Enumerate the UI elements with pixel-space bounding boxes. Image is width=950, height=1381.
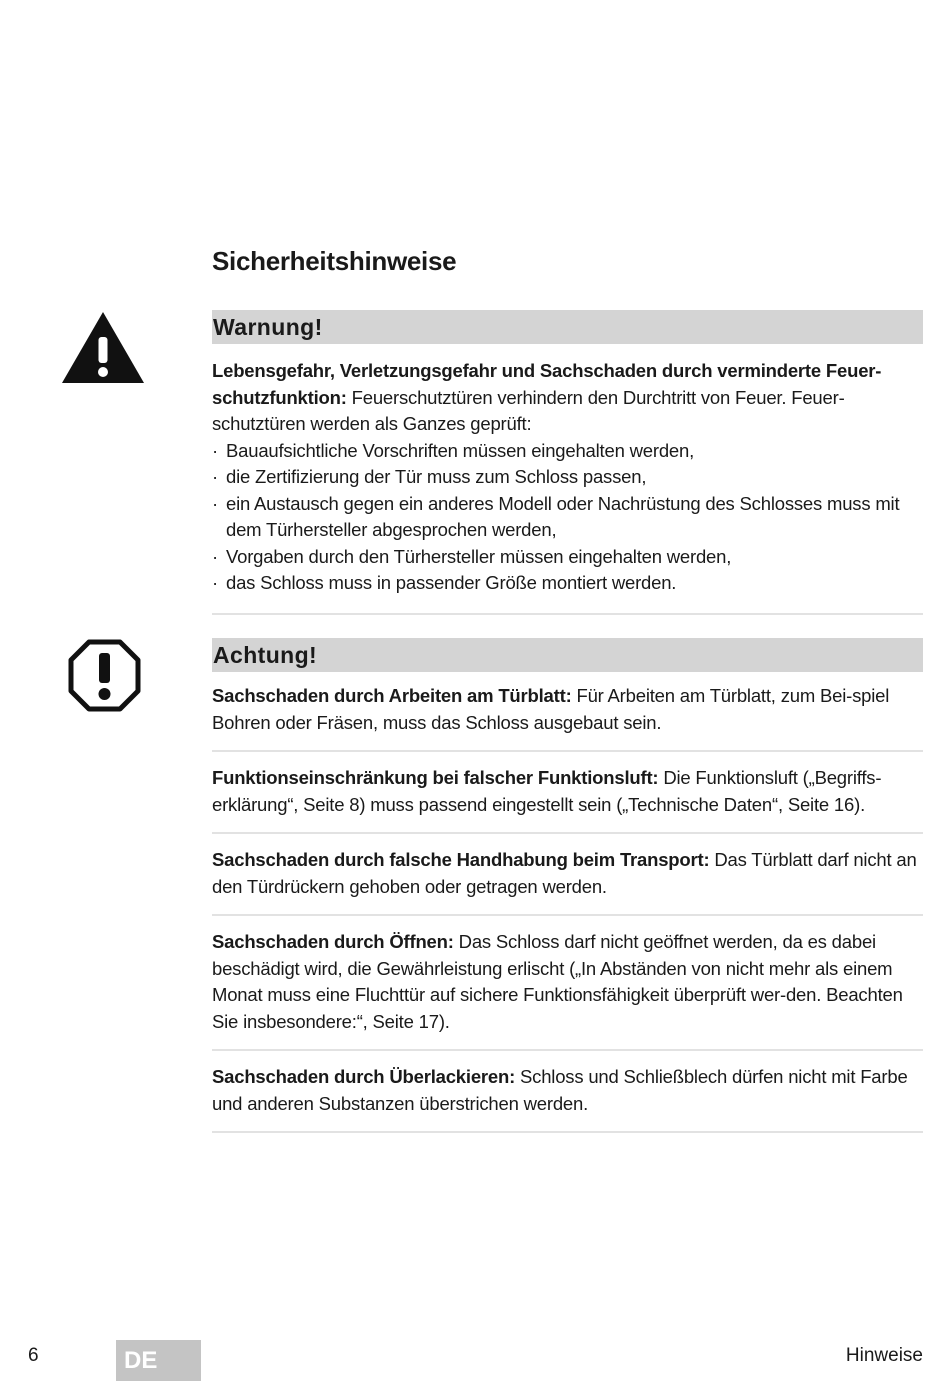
octagon-exclamation-icon <box>67 638 142 718</box>
caution-text: Das Türblatt darf nicht an den Türdrückern gehoben oder getragen werden. <box>212 849 917 897</box>
caution-paragraph <box>212 683 923 736</box>
caution-lead: Sachschaden durch Arbeiten am Türblatt: <box>212 685 572 706</box>
bullet-text: ein Austausch gegen ein anderes Modell oder Nachrüstung des Schlosses muss mit dem Türhersteller abgesprochen werden, <box>226 492 900 540</box>
page-number: 6 <box>28 1345 39 1366</box>
bullet-dot: · <box>212 572 218 593</box>
bullet-text: das Schloss muss in passender Größe montiert werden. <box>226 572 677 593</box>
warning-lead: Lebensgefahr, Verletzungsgefahr und Sachschaden durch verminderte Feuer-schutzfunktion: <box>212 360 882 408</box>
bullet-text: Bauaufsichtliche Vorschriften müssen eingehalten werden, <box>226 439 695 461</box>
caution-lead: Funktionseinschränkung bei falscher Funktionsluft: <box>212 767 659 788</box>
caution-items <box>212 672 923 1133</box>
bullet-dot: · <box>212 492 218 514</box>
caution-lead: Sachschaden durch falsche Handhabung beim Transport: <box>212 849 710 870</box>
warning-paragraph <box>212 358 917 438</box>
warning-triangle-icon <box>60 310 146 390</box>
caution-paragraph <box>212 929 923 1035</box>
caution-paragraph <box>212 847 923 900</box>
caution-header: Achtung! <box>212 638 923 672</box>
caution-item <box>212 834 923 916</box>
divider <box>212 1131 923 1133</box>
page-title: Sicherheitshinweise <box>212 246 457 276</box>
bullet-text: die Zertifizierung der Tür muss zum Schloss passen, <box>226 466 647 487</box>
caution-text: Schloss und Schließblech dürfen nicht mit Farbe und anderen Substanzen überstrichen werden. <box>212 1066 908 1114</box>
warning-bullet-item <box>212 438 923 465</box>
warning-bullet-item <box>212 464 923 491</box>
bullet-dot: · <box>212 545 218 567</box>
warning-bullet-item <box>212 491 923 544</box>
caution-paragraph <box>212 1064 923 1117</box>
caution-section <box>212 638 923 1133</box>
warning-section <box>212 310 923 615</box>
caution-item <box>212 752 923 834</box>
warning-bullet-item <box>212 570 923 597</box>
caution-text: Die Funktionsluft („Begriffs-erklärung“, Seite 8) muss passend eingestellt sein („Technische Daten“, Seite 16). <box>212 767 882 815</box>
bullet-dot: · <box>212 466 218 487</box>
caution-text: Für Arbeiten am Türblatt, zum Bei-spiel Bohren oder Fräsen, muss das Schloss ausgebaut sein. <box>212 685 890 733</box>
caution-item <box>212 916 923 1051</box>
divider <box>212 613 923 615</box>
caution-item <box>212 1051 923 1133</box>
warning-bullet-item <box>212 544 923 571</box>
bullet-dot: · <box>212 439 218 461</box>
caution-lead: Sachschaden durch Überlackieren: <box>212 1066 516 1087</box>
bullet-text: Vorgaben durch den Türhersteller müssen eingehalten werden, <box>226 545 732 567</box>
section-name: Hinweise <box>845 1345 923 1366</box>
language-tab: DE <box>116 1340 201 1381</box>
warning-text: Feuerschutztüren verhindern den Durchtritt von Feuer. Feuer-schutztüren werden als Ganzes geprüft: <box>212 386 845 434</box>
caution-item <box>212 672 923 752</box>
caution-text: Das Schloss darf nicht geöffnet werden, da es dabei beschädigt wird, die Gewährleistung erlischt („In Abständen von nicht mehr als einem Monat muss eine Fluchttür auf sichere Funktionsfähigkeit überprüft wer-den. Beachten Sie insbesondere:“, Seite 17). <box>212 931 903 1032</box>
caution-paragraph <box>212 765 923 818</box>
caution-lead: Sachschaden durch Öffnen: <box>212 931 454 952</box>
warning-header: Warnung! <box>212 310 923 344</box>
warning-bullet-list <box>212 438 923 597</box>
